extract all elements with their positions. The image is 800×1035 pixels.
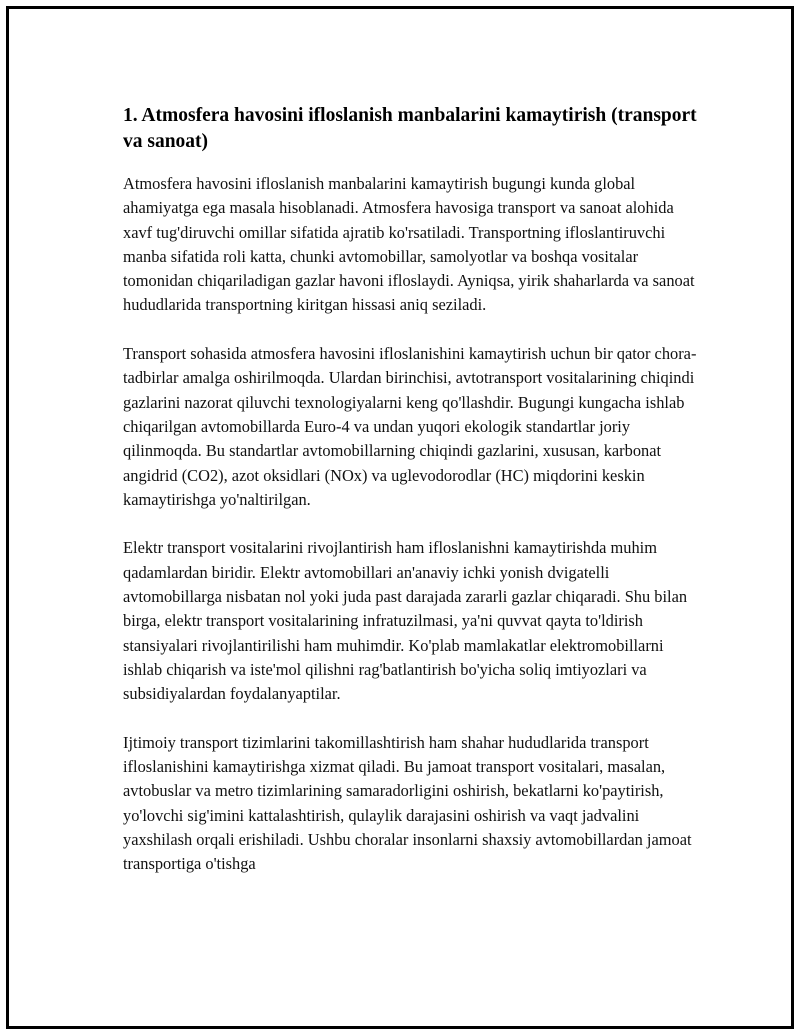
paragraph-4: Ijtimoiy transport tizimlarini takomillashtirish ham shahar hududlarida transport ifloslanishini kamaytirishga xizmat qiladi. Bu jamoat transport vositalari, masalan, avtobuslar va metro tizimlarining samaradorligini oshirish, bekatlarni ko'paytirish, yo'lovchi sig'imini kattalashtirish, qulaylik darajasini oshirish va vaqt jadvalini yaxshilash orqali erishiladi. Ushbu choralar insonlarni shaxsiy avtomobillardan jamoat transportiga o'tishga bbox=[123, 732, 692, 874]
section-heading: 1. Atmosfera havosini ifloslanish manbalarini kamaytirish (transport va sanoat) bbox=[123, 105, 697, 152]
paragraph-2: Transport sohasida atmosfera havosini ifloslanishini kamaytirish uchun bir qator chora-tadbirlar amalga oshirilmoqda. Ulardan birinchisi, avtotransport vositalarining chiqindi gazlarini nazorat qiluvchi texnologiyalarni keng qo'llashdir. Bugungi kungacha ishlab chiqarilgan avtomobillarda Euro-4 va undan yuqori ekologik standartlar joriy qilinmoqda. Bu standartlar avtomobillarning chiqindi gazlarini, xususan, karbonat angidrid (CO2), azot oksidlari (NOx) va uglevodorodlar (HC) miqdorini keskin kamaytirishga yo'naltirilgan. bbox=[123, 344, 697, 509]
paragraph-3: Elektr transport vositalarini rivojlantirish ham ifloslanishni kamaytirishda muhim qadamlardan biridir. Elektr avtomobillari an'anaviy ichki yonish dvigatelli avtomobillarga nisbatan nol yoki juda past darajada zararli gazlar chiqaradi. Shu bilan birga, elektr transport vositalarining infratuzilmasi, ya'ni quvvat qayta to'ldirish stansiyalari rivojlantirilishi ham muhimdir. Ko'plab mamlakatlar elektromobillarni ishlab chiqarish va iste'mol qilishni rag'batlantirish bo'yicha soliq imtiyozlari va subsidiyalardan foydalanyaptilar. bbox=[123, 538, 688, 704]
paragraph-1: Atmosfera havosini ifloslanish manbalarini kamaytirish bugungi kunda global ahamiyatga ega masala hisoblanadi. Atmosfera havosiga transport va sanoat alohida xavf tug'diruvchi omillar sifatida ajratib ko'rsatiladi. Transportning ifloslantiruvchi manba sifatida roli katta, chunki avtomobillar, samolyotlar va boshqa vositalar tomonidan chiqariladigan gazlar havoni ifloslaydi. Ayniqsa, yirik shaharlarda va sanoat hududlarida transportning kiritgan hissasi aniq seziladi. bbox=[123, 174, 695, 315]
document-body bbox=[123, 103, 703, 901]
page-frame bbox=[6, 6, 794, 1029]
